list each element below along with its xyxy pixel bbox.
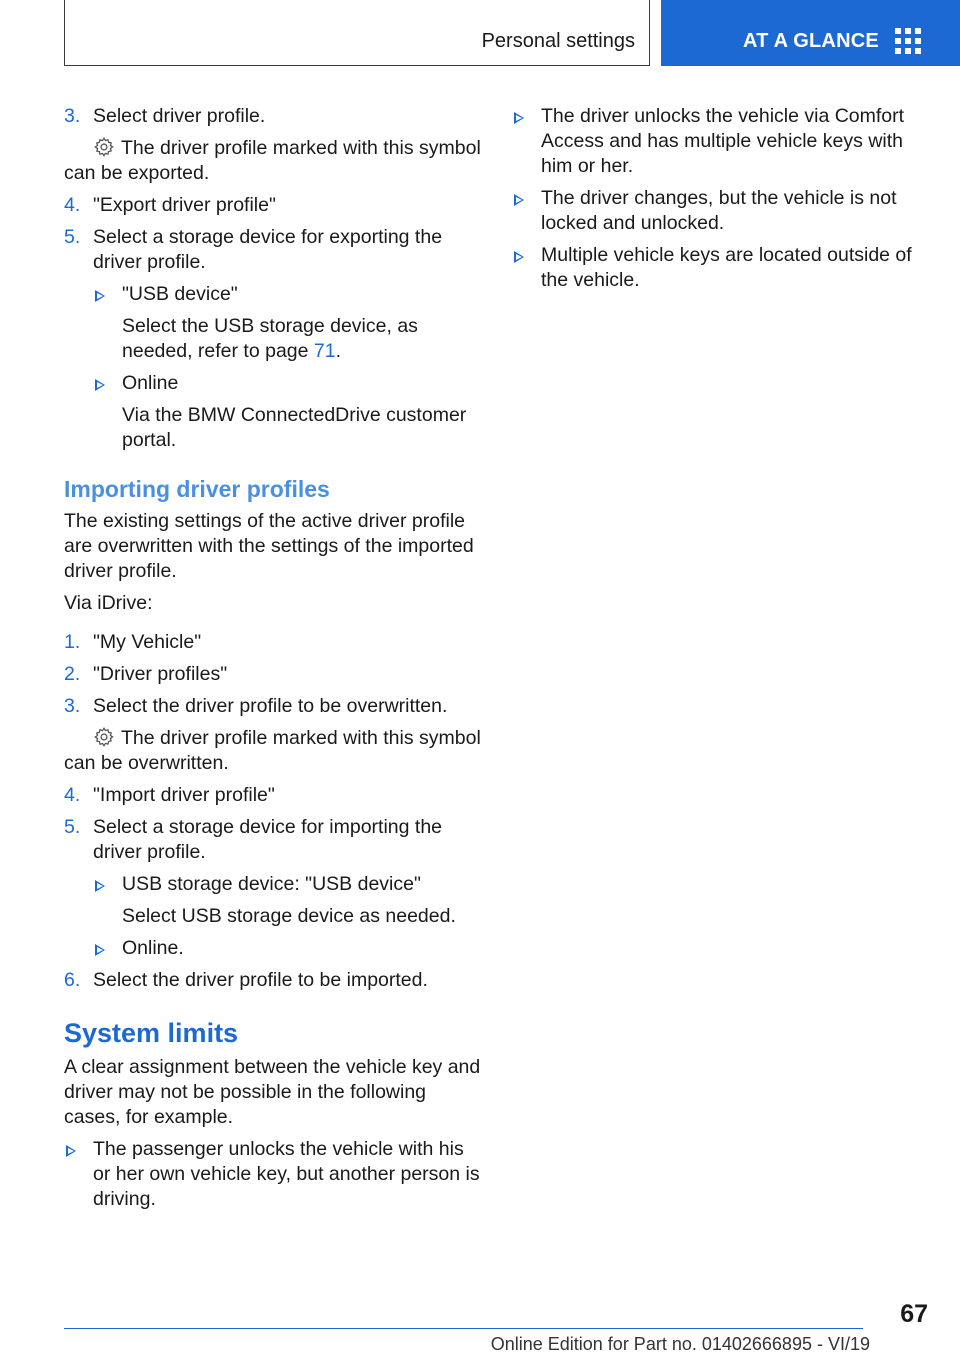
sub-list — [93, 872, 484, 961]
header-box — [64, 0, 650, 66]
bullet-item — [64, 1137, 484, 1212]
page-link[interactable]: 71 — [313, 340, 336, 362]
option-label: USB storage device: "USB device" — [122, 873, 421, 895]
triangle-bullet-icon — [95, 290, 105, 302]
import-intro: The existing settings of the active driver profile are overwritten with the settings of the imported driver profile. — [64, 510, 474, 582]
right-column — [512, 104, 912, 300]
bullet-item — [93, 282, 484, 307]
option-label: Online. — [122, 937, 184, 959]
bullet-item — [93, 371, 484, 396]
list-item — [64, 630, 484, 655]
left-column — [64, 104, 484, 1219]
bullet-item — [512, 104, 912, 179]
gear-icon — [93, 136, 115, 158]
limit-text: The passenger unlocks the vehicle with his or her own vehicle key, but another person is driving. — [93, 1138, 480, 1210]
sub-list — [93, 282, 484, 453]
option-description — [93, 403, 484, 453]
option-desc-end: . — [335, 340, 342, 362]
step-text: Select a storage device for importing the driver profile. — [93, 816, 443, 863]
list-item — [64, 783, 484, 808]
step-number: 2. — [64, 663, 81, 685]
footer-divider — [64, 1328, 863, 1329]
symbol-note — [64, 136, 484, 186]
option-description — [93, 314, 484, 364]
step-number: 5. — [64, 816, 81, 838]
step-text: Select driver profile. — [93, 105, 266, 127]
step-text: "Export driver profile" — [93, 194, 276, 216]
step-number: 6. — [64, 969, 81, 991]
option-label: "USB device" — [122, 283, 238, 305]
limit-text: The driver changes, but the vehicle is not locked and unlocked. — [541, 187, 897, 234]
via-idrive-label: Via iDrive: — [64, 592, 153, 614]
triangle-bullet-icon — [95, 944, 105, 956]
step-text: Select the driver profile to be imported. — [93, 969, 428, 991]
triangle-bullet-icon — [514, 112, 524, 124]
triangle-bullet-icon — [66, 1145, 76, 1157]
bullet-item — [93, 936, 484, 961]
import-heading: Importing driver profiles — [64, 476, 330, 502]
option-desc-text: Select USB storage device as needed. — [122, 905, 456, 927]
step-text: "Driver profiles" — [93, 663, 228, 685]
symbol-note-text: The driver profile marked with this symbol can be exported. — [64, 137, 481, 184]
gear-icon — [93, 726, 115, 748]
section-title: Personal settings — [481, 30, 635, 52]
step-text: "Import driver profile" — [93, 784, 275, 806]
step-number: 5. — [64, 226, 81, 248]
bullet-item — [512, 186, 912, 236]
limit-text: The driver unlocks the vehicle via Comfort Access and has multiple vehicle keys with him or her. — [541, 105, 905, 177]
list-item — [64, 225, 484, 275]
step-number: 3. — [64, 695, 81, 717]
list-item — [64, 968, 484, 993]
triangle-bullet-icon — [514, 194, 524, 206]
grid-menu-icon[interactable] — [895, 28, 921, 54]
page-number: 67 — [900, 1300, 928, 1328]
chapter-tab-label: AT A GLANCE — [743, 30, 879, 52]
step-text: "My Vehicle" — [93, 631, 202, 653]
list-item — [64, 662, 484, 687]
chapter-tab[interactable] — [661, 0, 960, 66]
system-limits-heading: System limits — [64, 1018, 239, 1048]
option-label: Online — [122, 372, 179, 394]
limits-intro: A clear assignment between the vehicle key and driver may not be possible in the following cases, for example. — [64, 1056, 481, 1128]
triangle-bullet-icon — [95, 379, 105, 391]
symbol-note-text: The driver profile marked with this symbol can be overwritten. — [64, 727, 481, 774]
edition-text: Online Edition for Part no. 01402666895 - VI/19 — [490, 1334, 870, 1354]
list-item — [64, 815, 484, 865]
bullet-item — [93, 872, 484, 897]
triangle-bullet-icon — [514, 251, 524, 263]
option-desc-text: Select the USB storage device, as needed, refer to page — [122, 315, 418, 362]
step-number: 3. — [64, 105, 81, 127]
step-number: 1. — [64, 631, 81, 653]
option-desc-text: Via the BMW ConnectedDrive customer portal. — [122, 404, 467, 451]
list-item — [64, 694, 484, 719]
list-item — [64, 193, 484, 218]
bullet-item — [512, 243, 912, 293]
step-number: 4. — [64, 784, 81, 806]
limit-text: Multiple vehicle keys are located outside of the vehicle. — [541, 244, 912, 291]
list-item — [64, 104, 484, 129]
triangle-bullet-icon — [95, 880, 105, 892]
step-number: 4. — [64, 194, 81, 216]
step-text: Select the driver profile to be overwritten. — [93, 695, 448, 717]
step-text: Select a storage device for exporting the driver profile. — [93, 226, 443, 273]
symbol-note — [64, 726, 484, 776]
option-description — [93, 904, 484, 929]
